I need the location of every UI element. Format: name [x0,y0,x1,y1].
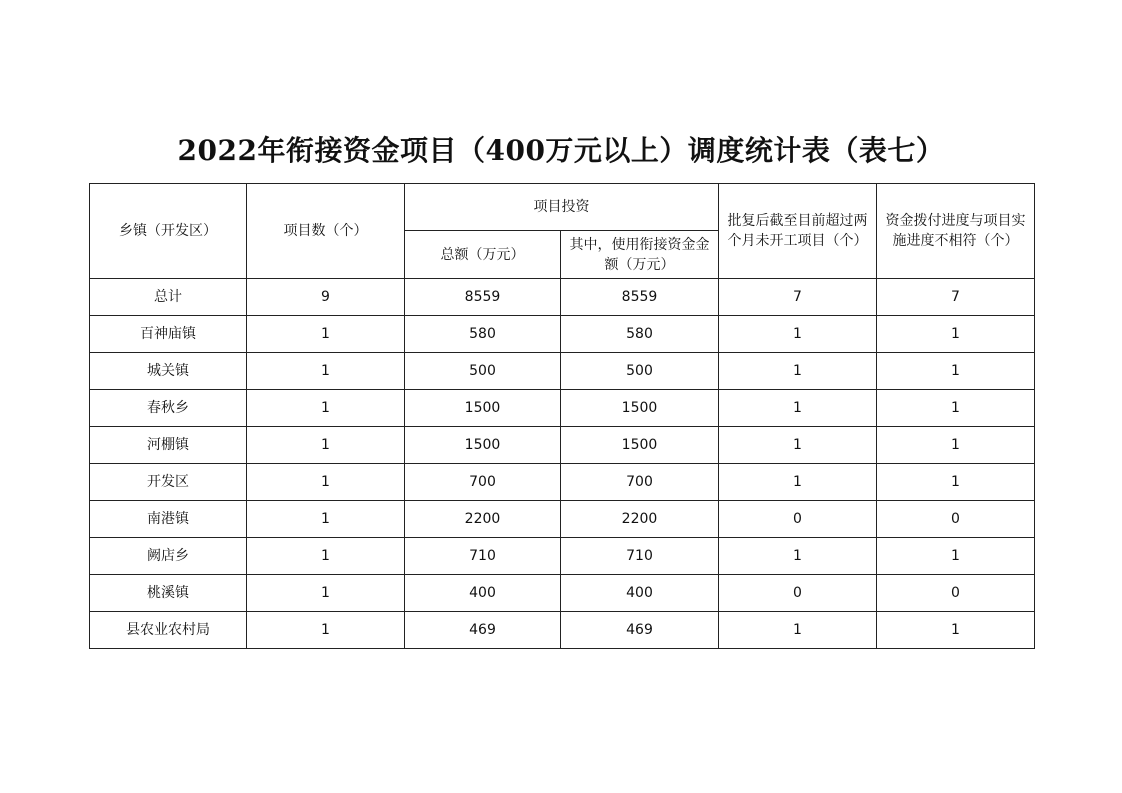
cell-not-started: 0 [719,501,877,538]
cell-township: 百神庙镇 [90,316,247,353]
cell-not-started: 0 [719,575,877,612]
cell-total-amount: 2200 [405,501,561,538]
cell-total-amount: 500 [405,353,561,390]
cell-project-count: 1 [247,464,405,501]
table-row [90,427,1035,464]
header-linked-funds: 其中，使用衔接资金金额（万元） [561,231,719,279]
cell-township: 城关镇 [90,353,247,390]
cell-project-count: 9 [247,279,405,316]
cell-linked-funds: 8559 [561,279,719,316]
cell-township: 阙店乡 [90,538,247,575]
cell-township: 总计 [90,279,247,316]
cell-not-started: 1 [719,612,877,649]
cell-project-count: 1 [247,316,405,353]
cell-mismatch: 7 [877,279,1035,316]
cell-township: 开发区 [90,464,247,501]
cell-linked-funds: 469 [561,612,719,649]
cell-not-started: 1 [719,427,877,464]
cell-mismatch: 0 [877,501,1035,538]
table-row [90,612,1035,649]
cell-mismatch: 0 [877,575,1035,612]
table-row [90,353,1035,390]
cell-mismatch: 1 [877,316,1035,353]
cell-project-count: 1 [247,353,405,390]
cell-total-amount: 8559 [405,279,561,316]
cell-linked-funds: 500 [561,353,719,390]
cell-linked-funds: 2200 [561,501,719,538]
cell-mismatch: 1 [877,612,1035,649]
cell-linked-funds: 700 [561,464,719,501]
cell-project-count: 1 [247,390,405,427]
cell-not-started: 1 [719,390,877,427]
cell-township: 春秋乡 [90,390,247,427]
cell-linked-funds: 1500 [561,427,719,464]
cell-not-started: 1 [719,316,877,353]
cell-mismatch: 1 [877,427,1035,464]
cell-project-count: 1 [247,575,405,612]
header-row-1 [90,184,1035,231]
cell-mismatch: 1 [877,390,1035,427]
header-total-amount: 总额（万元） [405,231,561,279]
table-row [90,538,1035,575]
total-row [90,279,1035,316]
cell-project-count: 1 [247,612,405,649]
table-row [90,316,1035,353]
cell-project-count: 1 [247,501,405,538]
cell-total-amount: 1500 [405,390,561,427]
cell-total-amount: 710 [405,538,561,575]
statistics-table [89,183,1035,649]
cell-total-amount: 469 [405,612,561,649]
header-project-count: 项目数（个） [247,184,405,279]
cell-township: 县农业农村局 [90,612,247,649]
header-mismatch: 资金拨付进度与项目实施进度不相符（个） [877,184,1035,279]
cell-linked-funds: 1500 [561,390,719,427]
table-body [90,279,1035,649]
document-title: 2022年衔接资金项目（400万元以上）调度统计表（表七） [177,134,945,167]
cell-not-started: 7 [719,279,877,316]
cell-total-amount: 400 [405,575,561,612]
cell-linked-funds: 580 [561,316,719,353]
cell-linked-funds: 710 [561,538,719,575]
table-row [90,575,1035,612]
header-not-started: 批复后截至目前超过两个月未开工项目（个） [719,184,877,279]
table-row [90,464,1035,501]
cell-not-started: 1 [719,538,877,575]
cell-not-started: 1 [719,464,877,501]
table-row [90,501,1035,538]
cell-mismatch: 1 [877,464,1035,501]
cell-mismatch: 1 [877,353,1035,390]
cell-township: 南港镇 [90,501,247,538]
cell-linked-funds: 400 [561,575,719,612]
cell-project-count: 1 [247,538,405,575]
table-row [90,390,1035,427]
cell-total-amount: 580 [405,316,561,353]
header-township: 乡镇（开发区） [90,184,247,279]
cell-township: 河棚镇 [90,427,247,464]
cell-township: 桃溪镇 [90,575,247,612]
cell-total-amount: 700 [405,464,561,501]
cell-mismatch: 1 [877,538,1035,575]
header-investment: 项目投资 [405,184,719,231]
cell-not-started: 1 [719,353,877,390]
cell-total-amount: 1500 [405,427,561,464]
cell-project-count: 1 [247,427,405,464]
